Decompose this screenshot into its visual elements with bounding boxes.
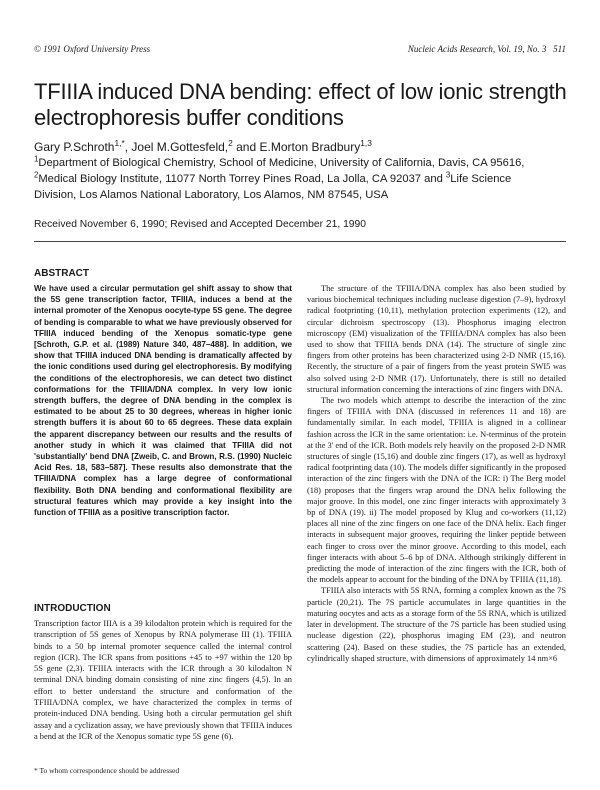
copyright-line: © 1991 Oxford University Press (34, 44, 151, 54)
paragraph-7s-particle: TFIIIA also interacts with 5S RNA, forming a complex known as the 7S particle (20,21). The 7S particle accumulates in large quantities in the maturing oocytes and acts as a storage form of the 5S RNA, which is utilized later in development. The structure of the 7S particle has been studied using nuclease digestion (22), phosphorus imaging EM (23), and neutron scattering (24). Based on these studies, the 7S particle has an extended, cylindrically shaped structure, with dimensions of approximately 14 nm×6 (307, 586, 566, 663)
affiliation-1-text: Department of Biological Chemistry, School of Medicine, University of California, Davis, CA 95616, (38, 157, 525, 169)
author-separator-1: , Joel M.Gottesfeld, (124, 140, 229, 154)
right-column (307, 283, 566, 664)
affiliation-line-2 (34, 171, 579, 187)
paragraph-structure-studies: The structure of the TFIIIA/DNA complex has also been studied by various biochemical techniques including nuclease digestion (7–9), hydroxyl radical footprinting (10,11), methylation protection experiments (12), and circular dichroism spectroscopy (13). Phosphorus imaging electron microscopy (EM) visualization of the TFIIIA/DNA complex has also been used to show that TFIIIA bends DNA (14). The structure of single zinc fingers from other proteins has been characterized using 2-D NMR (15,16). Recently, the structure of a pair of fingers from the yeast protein SWI5 was also solved using 2-D NMR (17). Unfortunately, there is still no detailed structural information concerning the interactions of zinc fingers with DNA. (307, 284, 566, 394)
journal-name: Nucleic Acids Research, Vol. 19, No. 3 (407, 44, 547, 54)
affiliation-line-3: Division, Los Alamos National Laboratory, Los Alamos, NM 87545, USA (34, 189, 389, 201)
author-separator-2: and E.Morton Bradbury (232, 140, 361, 154)
affiliation-2-text: Medical Biology Institute, 11077 North Torrey Pines Road, La Jolla, CA 92037 and (38, 173, 446, 185)
introduction-heading: INTRODUCTION (34, 603, 111, 614)
author-1: Gary P.Schroth (34, 140, 115, 154)
correspondence-footnote: * To whom correspondence should be addressed (34, 766, 180, 775)
affiliation-3-text: Life Science (450, 173, 512, 185)
abstract-heading: ABSTRACT (34, 268, 89, 279)
author-3-mark: 1,3 (360, 138, 372, 148)
article-title (34, 79, 574, 131)
header-divider (34, 241, 566, 242)
paragraph-zinc-finger-models: The two models which attempt to describe the interaction of the zinc fingers of TFIIIA with DNA (discussed in references 11 and 18) are fundamentally similar. In each model, TFIIIA is aligned in a collinear fashion across the ICR in the same orientation: i.e. N-terminus of the protein at the 3' end of the ICR. Both models rely heavily on the proposed 2-D NMR structures of single (15,16) and double zinc fingers (17), as well as hydroxyl radical footprinting data (10). The models differ significantly in the proposed interaction of the zinc fingers with the DNA of the ICR: i) The Berg model (18) proposes that the fingers wrap around the DNA helix following the major groove. In this model, one zinc finger interacts with approximately 3 bp of DNA (19). ii) The model proposed by Klug and co-workers (11,12) places all nine of the zinc fingers on one face of the DNA helix. Each finger interacts in subsequent major grooves, requiring the linker peptide between each finger to cross over the minor groove. According to this model, each finger interacts with about 5–6 bp of DNA. Although strikingly different in predicting the mode of interaction of the zinc fingers with the ICR, both of the models appear to account for the binding of the DNA by TFIIIA (11,18). (307, 396, 566, 585)
author-1-mark: 1,* (114, 138, 125, 148)
title-line-1: TFIIIA induced DNA bending: effect of low ionic strength (34, 79, 567, 104)
received-dates: Received November 6, 1990; Revised and Accepted December 21, 1990 (34, 219, 366, 230)
abstract-text: We have used a circular permutation gel shift assay to show that the 5S gene transcription factor, TFIIIA, induces a bend at the internal promoter of the Xenopus oocyte-type 5S gene. The degree of bending is comparable to what we have previously observed for TFIIIA induced bending of the Xenopus somatic-type gene [Schroth, G.P. et al. (1989) Nature 340, 487–488]. In addition, we show that TFIIIA induced DNA bending is dramatically affected by the ionic conditions used during gel electrophoresis. By modifying the conditions of the electrophoresis, we can detect two distinct conformations for the TFIIIA/DNA complex. In very low ionic strength buffers, the degree of DNA bending in the complex is estimated to be about 25 to 30 degrees, whereas in higher ionic strength buffers it is about 60 to 65 degrees. These data explain the apparent discrepancy between our results and the results of another study in which it was claimed that TFIIIA did not 'substantially' bend DNA [Zweib, C. and Brown, R.S. (1990) Nucleic Acid Res. 18, 583–587]. These results also demonstrate that the TFIIIA/DNA complex has a large degree of conformational flexibility. Both DNA bending and conformational flexibility are structural features which may provide a key insight into the function of TFIIIA as a positive transcription factor. (34, 284, 292, 518)
title-line-2: electrophoresis buffer conditions (34, 105, 344, 130)
affiliation-2-mark: 2 (34, 170, 39, 180)
introduction-text: Transcription factor IIIA is a 39 kilodalton protein which is required for the transcription of 5S genes of Xenopus by RNA polymerase III (1). TFIIIA binds to a 50 bp internal promoter sequence called the internal control region (ICR). The ICR spans from positions +45 to +97 within the 120 bp 5S gene (2,3). TFIIIA interacts with the ICR through a 30 kilodalton N terminal DNA binding domain consisting of nine zinc fingers (4,5). In an effort to better understand the structure and conformation of the TFIIIA/DNA complex, we have characterized the complex in terms of protein-induced DNA bending. Using both a circular permutation gel shift assay and a cyclization assay, we have previously shown that TFIIIA induces a bend at the ICR of the Xenopus somatic type 5S gene (6). (34, 619, 292, 741)
author-2-mark: 2 (228, 138, 233, 148)
journal-citation (408, 44, 566, 54)
affiliation-line-1 (34, 155, 579, 171)
author-list (34, 140, 372, 154)
affiliation-1-mark: 1 (34, 154, 39, 164)
page-number: 511 (553, 44, 566, 54)
affiliation-3-mark: 3 (445, 170, 451, 180)
